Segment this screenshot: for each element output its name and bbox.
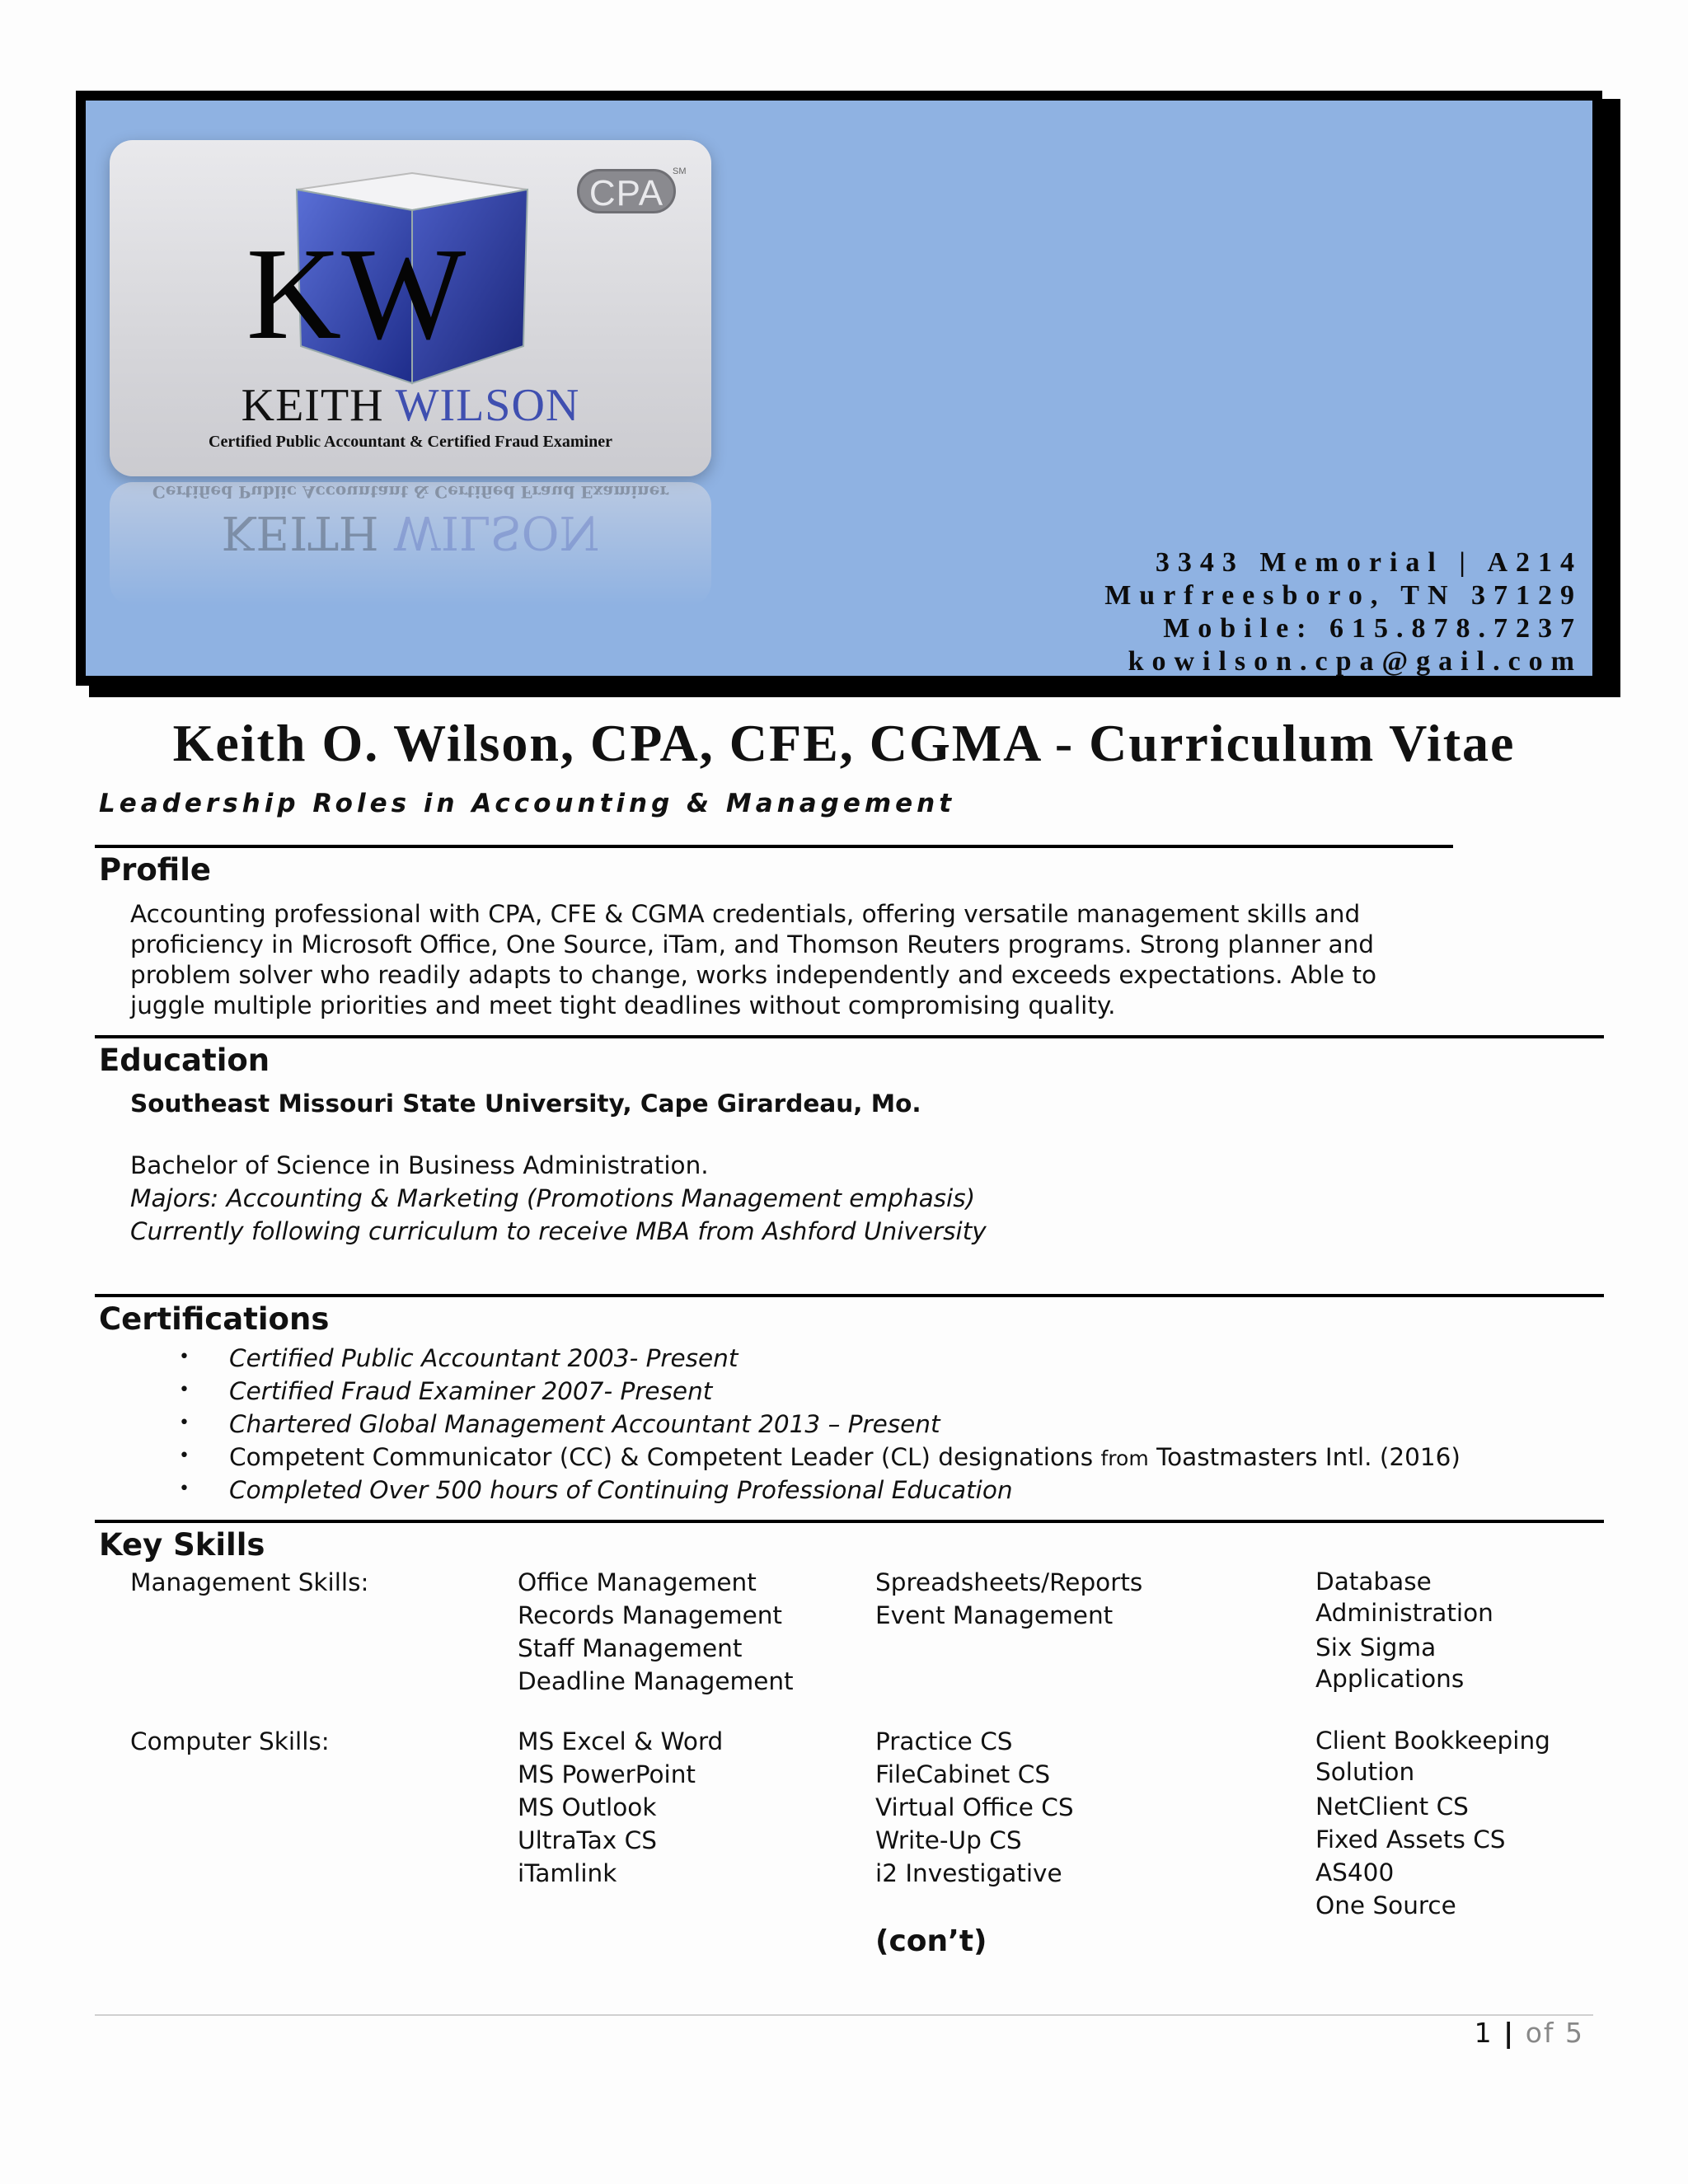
divider-profile <box>95 845 1453 848</box>
profile-heading: Profile <box>99 852 211 888</box>
management-col-3 <box>1315 1566 1493 1694</box>
logo-reflection <box>110 482 711 606</box>
skill-item: MS Outlook <box>518 1793 657 1821</box>
skill-item: Spreadsheets/Reports <box>875 1568 1143 1596</box>
management-col-1 <box>518 1566 794 1698</box>
bullet: • <box>179 1347 190 1367</box>
skill-item: iTamlink <box>518 1859 617 1887</box>
service-mark: SM <box>673 166 687 176</box>
contact-address: 3343 Memorial | A214 <box>1155 547 1582 578</box>
cert-item-5: Completed Over 500 hours of Continuing Professional Education <box>229 1476 1013 1504</box>
skill-item: Six Sigma <box>1315 1633 1437 1661</box>
skill-item: Office Management <box>518 1568 757 1596</box>
bullet: • <box>179 1380 190 1400</box>
skill-item: Fixed Assets CS <box>1315 1825 1506 1854</box>
skill-item: Staff Management <box>518 1634 743 1662</box>
bullet: • <box>179 1413 190 1433</box>
computer-col-2 <box>875 1725 1074 1890</box>
cert-item-4-from: from <box>1100 1446 1149 1470</box>
management-skills-label: Management Skills: <box>130 1568 369 1596</box>
skill-item: Client Bookkeeping <box>1315 1727 1550 1755</box>
logo-last-name: WILSON <box>395 380 580 431</box>
skill-item: MS Excel & Word <box>518 1727 724 1755</box>
reflection-tagline: Certified Public Accountant & Certified Fraud Examiner <box>152 482 669 502</box>
skill-item: Applications <box>1315 1665 1465 1693</box>
skill-item: Database <box>1315 1568 1432 1596</box>
cpa-badge: CPA <box>577 169 676 213</box>
contact-email: kowilson.cpa@gail.com <box>1128 646 1582 677</box>
page-number <box>1475 2017 1584 2049</box>
reflection-name: KEITH WILSON <box>221 505 600 559</box>
divider-certifications <box>95 1294 1604 1297</box>
divider-key-skills <box>95 1520 1604 1523</box>
education-majors: Majors: Accounting & Marketing (Promotions Management emphasis) <box>130 1184 976 1212</box>
footer-divider <box>95 2014 1593 2016</box>
computer-skills-label: Computer Skills: <box>130 1727 330 1755</box>
page-current: 1 <box>1474 2017 1493 2049</box>
page-total: 5 <box>1565 2017 1584 2049</box>
page-separator: | <box>1503 2017 1516 2049</box>
skill-item: Virtual Office CS <box>875 1793 1074 1821</box>
skill-item: FileCabinet CS <box>875 1760 1051 1788</box>
cert-item-1: Certified Public Accountant 2003- Present <box>229 1344 738 1372</box>
cert-item-2: Certified Fraud Examiner 2007- Present <box>229 1377 713 1405</box>
computer-col-1 <box>518 1725 723 1890</box>
skill-item: UltraTax CS <box>518 1826 657 1854</box>
management-col-2 <box>875 1566 1142 1632</box>
bullet: • <box>179 1479 190 1499</box>
cert-item-4-main: Competent Communicator (CC) & Competent Leader (CL) designations <box>229 1443 1094 1471</box>
skill-item: Practice CS <box>875 1727 1013 1755</box>
cert-item-4-tail: Toastmasters Intl. (2016) <box>1156 1443 1461 1471</box>
profile-line-4: juggle multiple priorities and meet tight deadlines without compromising quality. <box>130 991 1116 1019</box>
page-of: of <box>1525 2017 1555 2049</box>
key-skills-heading: Key Skills <box>99 1527 265 1563</box>
logo-name <box>110 379 711 432</box>
kw-cube-logo-icon <box>246 165 544 387</box>
skill-item: Solution <box>1315 1758 1415 1786</box>
monogram-k: KW <box>246 220 467 367</box>
skill-item: Deadline Management <box>518 1667 794 1695</box>
skill-item: NetClient CS <box>1315 1793 1469 1821</box>
skill-item: i2 Investigative <box>875 1859 1062 1887</box>
profile-line-1: Accounting professional with CPA, CFE & CGMA credentials, offering versatile management skills and <box>130 900 1361 928</box>
education-heading: Education <box>99 1043 270 1078</box>
cert-item-3: Chartered Global Management Accountant 2013 – Present <box>229 1410 940 1438</box>
skill-item: Administration <box>1315 1599 1493 1627</box>
skill-item: One Source <box>1315 1891 1456 1919</box>
logo-tagline: Certified Public Accountant & Certified Fraud Examiner <box>209 433 612 451</box>
page-title: Keith O. Wilson, CPA, CFE, CGMA - Curriculum Vitae <box>172 714 1516 772</box>
continued-marker: (con’t) <box>875 1924 987 1958</box>
education-school: Southeast Missouri State University, Cape Girardeau, Mo. <box>130 1090 921 1118</box>
skill-item: Records Management <box>518 1601 782 1629</box>
divider-education <box>95 1035 1604 1038</box>
skill-item: Write-Up CS <box>875 1826 1022 1854</box>
profile-line-3: problem solver who readily adapts to change, works independently and exceeds expectations. Able to <box>130 961 1377 989</box>
education-mba: Currently following curriculum to receive MBA from Ashford University <box>130 1217 987 1245</box>
page-subtitle: Leadership Roles in Accounting & Management <box>99 789 956 818</box>
skill-item: MS PowerPoint <box>518 1760 696 1788</box>
profile-line-2: proficiency in Microsoft Office, One Source, iTam, and Thomson Reuters programs. Strong planner and <box>130 930 1375 958</box>
bullet: • <box>179 1446 190 1466</box>
education-degree: Bachelor of Science in Business Administration. <box>130 1151 709 1179</box>
computer-col-3 <box>1315 1725 1550 1921</box>
certifications-heading: Certifications <box>99 1301 330 1337</box>
skill-item: AS400 <box>1315 1858 1395 1886</box>
contact-city: Murfreesboro, TN 37129 <box>1104 580 1582 611</box>
cert-item-4 <box>229 1442 1461 1474</box>
logo-first-name: KEITH <box>241 380 384 431</box>
skill-item: Event Management <box>875 1601 1114 1629</box>
contact-mobile: Mobile: 615.878.7237 <box>1163 613 1582 644</box>
